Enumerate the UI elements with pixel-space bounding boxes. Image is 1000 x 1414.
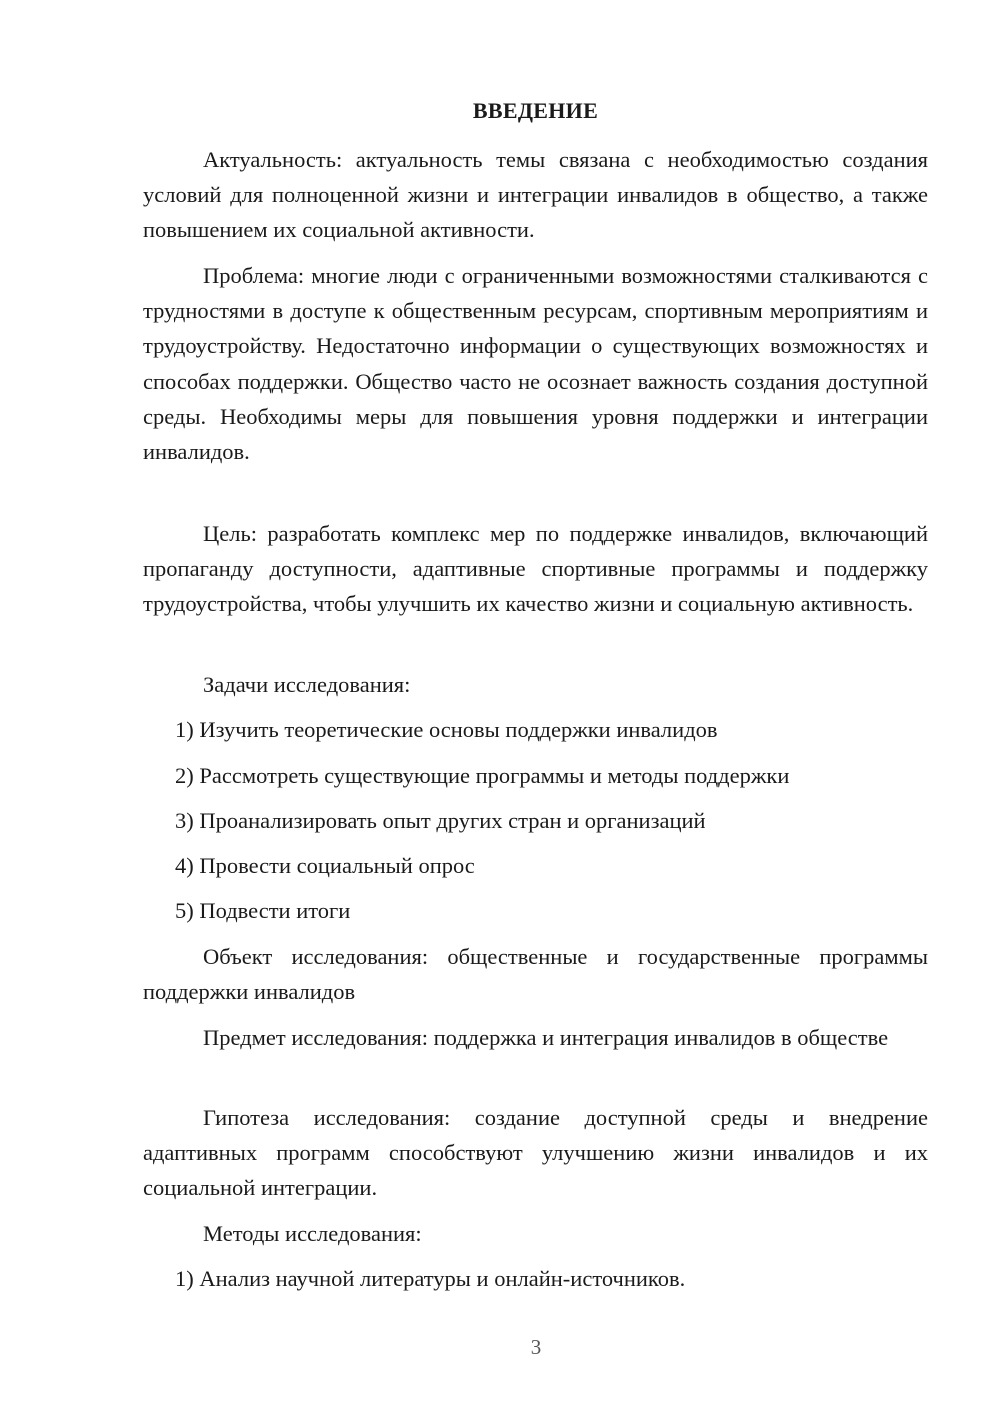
tasks-label: Задачи исследования: [203,672,411,697]
object-paragraph: Объект исследования: общественные и государственные программы поддержки инвалидов [143,944,928,1005]
hypothesis-paragraph: Гипотеза исследования: создание доступной среды и внедрение адаптивных программ способствуют улучшению жизни инвалидов и их социальной интеграции. [143,1105,928,1201]
method-item: 1) Анализ научной литературы и онлайн-источников. [175,1266,686,1291]
task-item: 5) Подвести итоги [175,898,351,923]
methods-label: Методы исследования: [203,1221,422,1246]
task-item: 4) Провести социальный опрос [175,853,475,878]
problem-paragraph: Проблема: многие люди с ограниченными возможностями сталкиваются с трудностями в доступе к общественным ресурсам, спортивным мероприятиям и трудоустройству. Недостаточно информации о существующих возможностях и способах поддержки. Общество часто не осознает важность создания доступной среды. Необходимы меры для повышения уровня поддержки и интеграции инвалидов. [143,263,928,465]
page-title: ВВЕДЕНИЕ [472,98,599,123]
task-item: 3) Проанализировать опыт других стран и организаций [175,808,706,833]
task-item: 2) Рассмотреть существующие программы и методы поддержки [175,763,790,788]
goal-paragraph: Цель: разработать комплекс мер по поддержке инвалидов, включающий пропаганду доступности, адаптивные спортивные программы и поддержку трудоустройства, чтобы улучшить их качество жизни и социальную активность. [143,521,928,617]
subject-paragraph: Предмет исследования: поддержка и интеграция инвалидов в обществе [203,1025,889,1050]
task-item: 1) Изучить теоретические основы поддержки инвалидов [175,717,718,742]
page-number: 3 [530,1335,542,1359]
relevance-paragraph: Актуальность: актуальность темы связана с необходимостью создания условий для полноценной жизни и интеграции инвалидов в общество, а также повышением их социальной активности. [143,147,928,243]
